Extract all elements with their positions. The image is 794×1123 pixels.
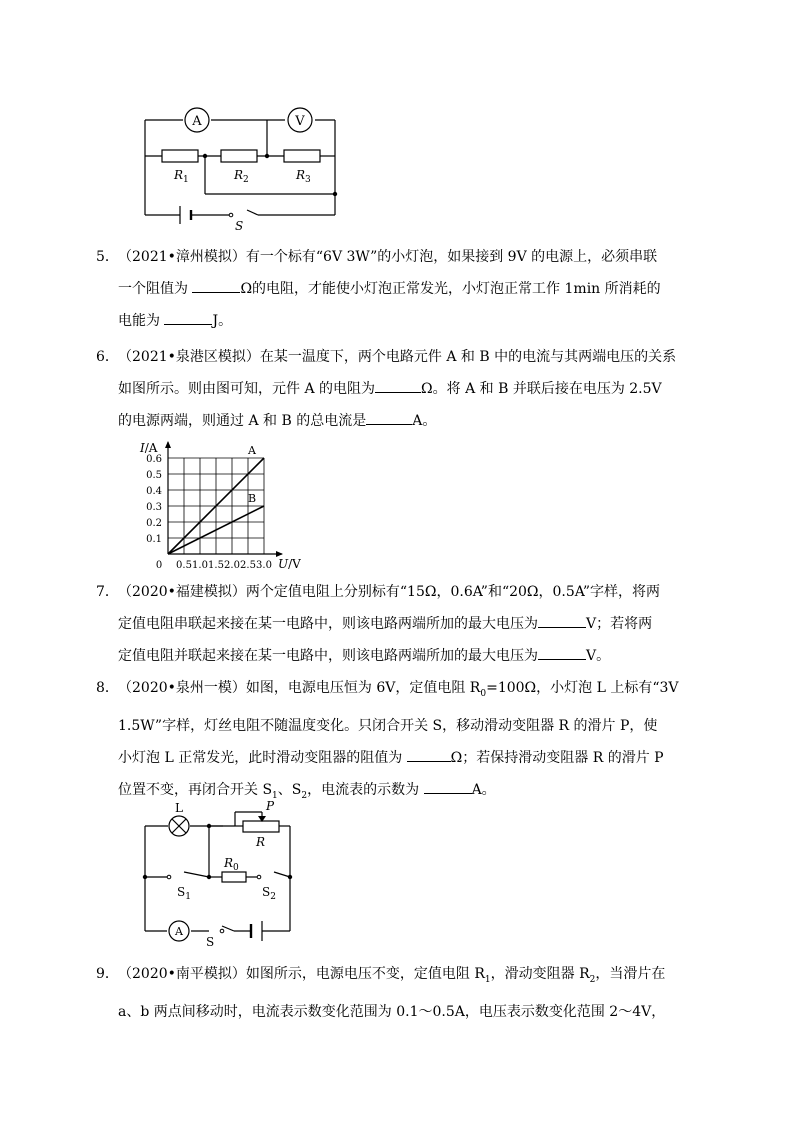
x-tick-label: 2.0: [224, 560, 240, 571]
q8-line-1a: （2020•泉州一模）如图，电源电压恒为 6V，定值电阻 R: [118, 680, 481, 696]
y-tick-label: 0.6: [146, 454, 162, 465]
q8-line-1b: =100Ω，小灯泡 L 上标有“3V: [486, 680, 679, 696]
ammeter-label: A: [192, 114, 202, 129]
x-tick-label: 0.5: [176, 560, 192, 571]
question-number: 9．: [96, 966, 119, 982]
answer-blank[interactable]: [424, 779, 472, 794]
r3-label: $R_3$: [296, 168, 311, 185]
question-number: 8．: [96, 680, 119, 696]
q7-line-2a: 定值电阻串联起来接在某一电路中，则该电路两端所加的最大电压为: [118, 616, 538, 632]
question-number: 7．: [96, 584, 119, 600]
x-tick-label: 1.0: [192, 560, 208, 571]
q6-line-2b: Ω。将 A 和 B 并联后接在电压为 2.5V: [421, 381, 662, 397]
answer-blank[interactable]: [538, 645, 586, 660]
slider-label: P: [266, 800, 275, 813]
answer-blank[interactable]: [164, 310, 212, 325]
switch-label: S: [235, 219, 244, 232]
q6-line-2a: 如图所示。则由图可知，元件 A 的电阻为: [118, 381, 376, 397]
q5-line-3b: J。: [212, 313, 233, 329]
circuit-diagram-1: [138, 102, 348, 232]
q7-line-3a: 定值电阻并联起来接在某一电路中，则该电路两端所加的最大电压为: [118, 648, 538, 664]
question-7: [96, 576, 678, 672]
s2-label: $S_2$: [262, 885, 276, 902]
resistor-r3: [284, 150, 320, 162]
y-tick-label: 0.4: [146, 486, 162, 497]
r2-label: $R_2$: [234, 168, 249, 185]
q5-line-2a: 一个阻值为: [118, 281, 193, 297]
question-9: 9． （2020•南平模拟）如图所示，电源电压不变，定值电阻 $R_1$，滑动变阻器 $R_2$，当滑片在 a、b 两点间移动时，电流表示数变化范围为 0.1～0.5A，电压表示数变化范围 2～4V，: [118, 958, 678, 1028]
lamp-label: L: [175, 801, 183, 815]
q6-line-3a: 的电源两端，则通过 A 和 B 的总电流是: [118, 413, 367, 429]
r1-label: $R_1$: [174, 168, 189, 185]
q8-line-4d: A。: [471, 781, 496, 798]
series-label-b: B: [248, 492, 257, 505]
q6-line-3b: A。: [412, 413, 437, 429]
resistor-r0: [222, 872, 246, 882]
x-tick-label: 2.5: [240, 560, 256, 571]
rheostat-label: R: [256, 835, 266, 849]
origin-label: 0: [155, 560, 163, 571]
answer-blank[interactable]: [366, 410, 412, 425]
ammeter-label: A: [175, 925, 183, 938]
y-axis-arrow: [165, 441, 171, 448]
battery-symbol: [251, 921, 262, 941]
resistor-r2: [221, 150, 257, 162]
answer-blank[interactable]: [407, 747, 451, 762]
s1-label: $S_1$: [177, 885, 191, 902]
voltmeter-label: V: [295, 114, 305, 129]
question-number: 5．: [96, 249, 119, 265]
q8-line-2: 1.5W”字样，灯丝电阻不随温度变化。只闭合开关 S，移动滑动变阻器 R 的滑片 P，使: [118, 717, 658, 734]
y-tick-label: 0.1: [146, 534, 162, 545]
q8-line-4a: 位置不变，再闭合开关 S: [118, 781, 273, 798]
rheostat-symbol: [243, 821, 279, 832]
question-5: [96, 241, 678, 337]
lamp-symbol: [169, 816, 189, 836]
y-axis-label: I/A: [140, 441, 158, 455]
y-tick-label: 0.3: [146, 502, 162, 513]
y-tick-label: 0.2: [146, 518, 162, 529]
q5-line-2b: Ω的电阻，才能使小灯泡正常发光，小灯泡正常工作 1min 所消耗的: [240, 281, 661, 297]
circuit-diagram-2: [138, 800, 308, 950]
q7-line-1: （2020•福建模拟）两个定值电阻上分别标有“15Ω，0.6A”和“20Ω，0.5A”字样，将两: [118, 584, 660, 600]
x-tick-label: 1.5: [208, 560, 224, 571]
q9-line-2: a、b 两点间移动时，电流表示数变化范围为 0.1～0.5A，电压表示数变化范围 2～4V，: [118, 1003, 666, 1020]
x-axis-label: U/V: [278, 557, 301, 571]
q8-line-3b: Ω；若保持滑动变阻器 R 的滑片 P: [450, 749, 664, 766]
q8-line-4c: ，电流表的示数为: [307, 781, 424, 798]
question-8: 8． （2020•泉州一模）如图，电源电压恒为 6V，定值电阻 $R_0=100\Omega$，小灯泡 L 上标有“3V 1.5W”字样，灯丝电阻不随温度变化。只闭合开关 S，移动滑动变阻器 R 的滑片 P，使 小灯泡 L 正常发光，此时滑动变阻器的阻值为 Ω；若保持滑动变阻器 R 的滑片 P 位置不变，再闭合开关 $S_1$、$S_2$，电流表的示数为 A。: [118, 672, 678, 812]
q9-line-1c: ，当滑片在: [595, 966, 666, 982]
battery-symbol: [180, 206, 191, 224]
r0-label: $R_0$: [224, 856, 239, 873]
answer-blank[interactable]: [375, 378, 421, 393]
question-6: [96, 341, 678, 437]
q5-line-3a: 电能为: [118, 313, 165, 329]
q8-line-3a: 小灯泡 L 正常发光，此时滑动变阻器的阻值为: [118, 749, 407, 766]
x-tick-label: 3.0: [256, 560, 272, 571]
q9-line-1a: （2020•南平模拟）如图所示，电源电压不变，定值电阻 R: [118, 966, 485, 982]
q7-line-2b: V；若将两: [586, 616, 653, 632]
resistor-r1: [162, 150, 198, 162]
answer-blank[interactable]: [192, 278, 240, 293]
q5-line-1: （2021•漳州模拟）有一个标有“6V 3W”的小灯泡，如果接到 9V 的电源上，必须串联: [118, 249, 658, 265]
y-tick-label: 0.5: [146, 470, 162, 481]
answer-blank[interactable]: [538, 613, 586, 628]
q6-line-1: （2021•泉港区模拟）在某一温度下，两个电路元件 A 和 B 中的电流与其两端电压的关系: [118, 349, 677, 365]
iu-graph: [138, 432, 318, 584]
question-number: 6．: [96, 349, 119, 365]
q7-line-3b: V。: [586, 648, 611, 664]
switch-label: S: [206, 935, 215, 949]
series-label-a: A: [248, 444, 256, 457]
